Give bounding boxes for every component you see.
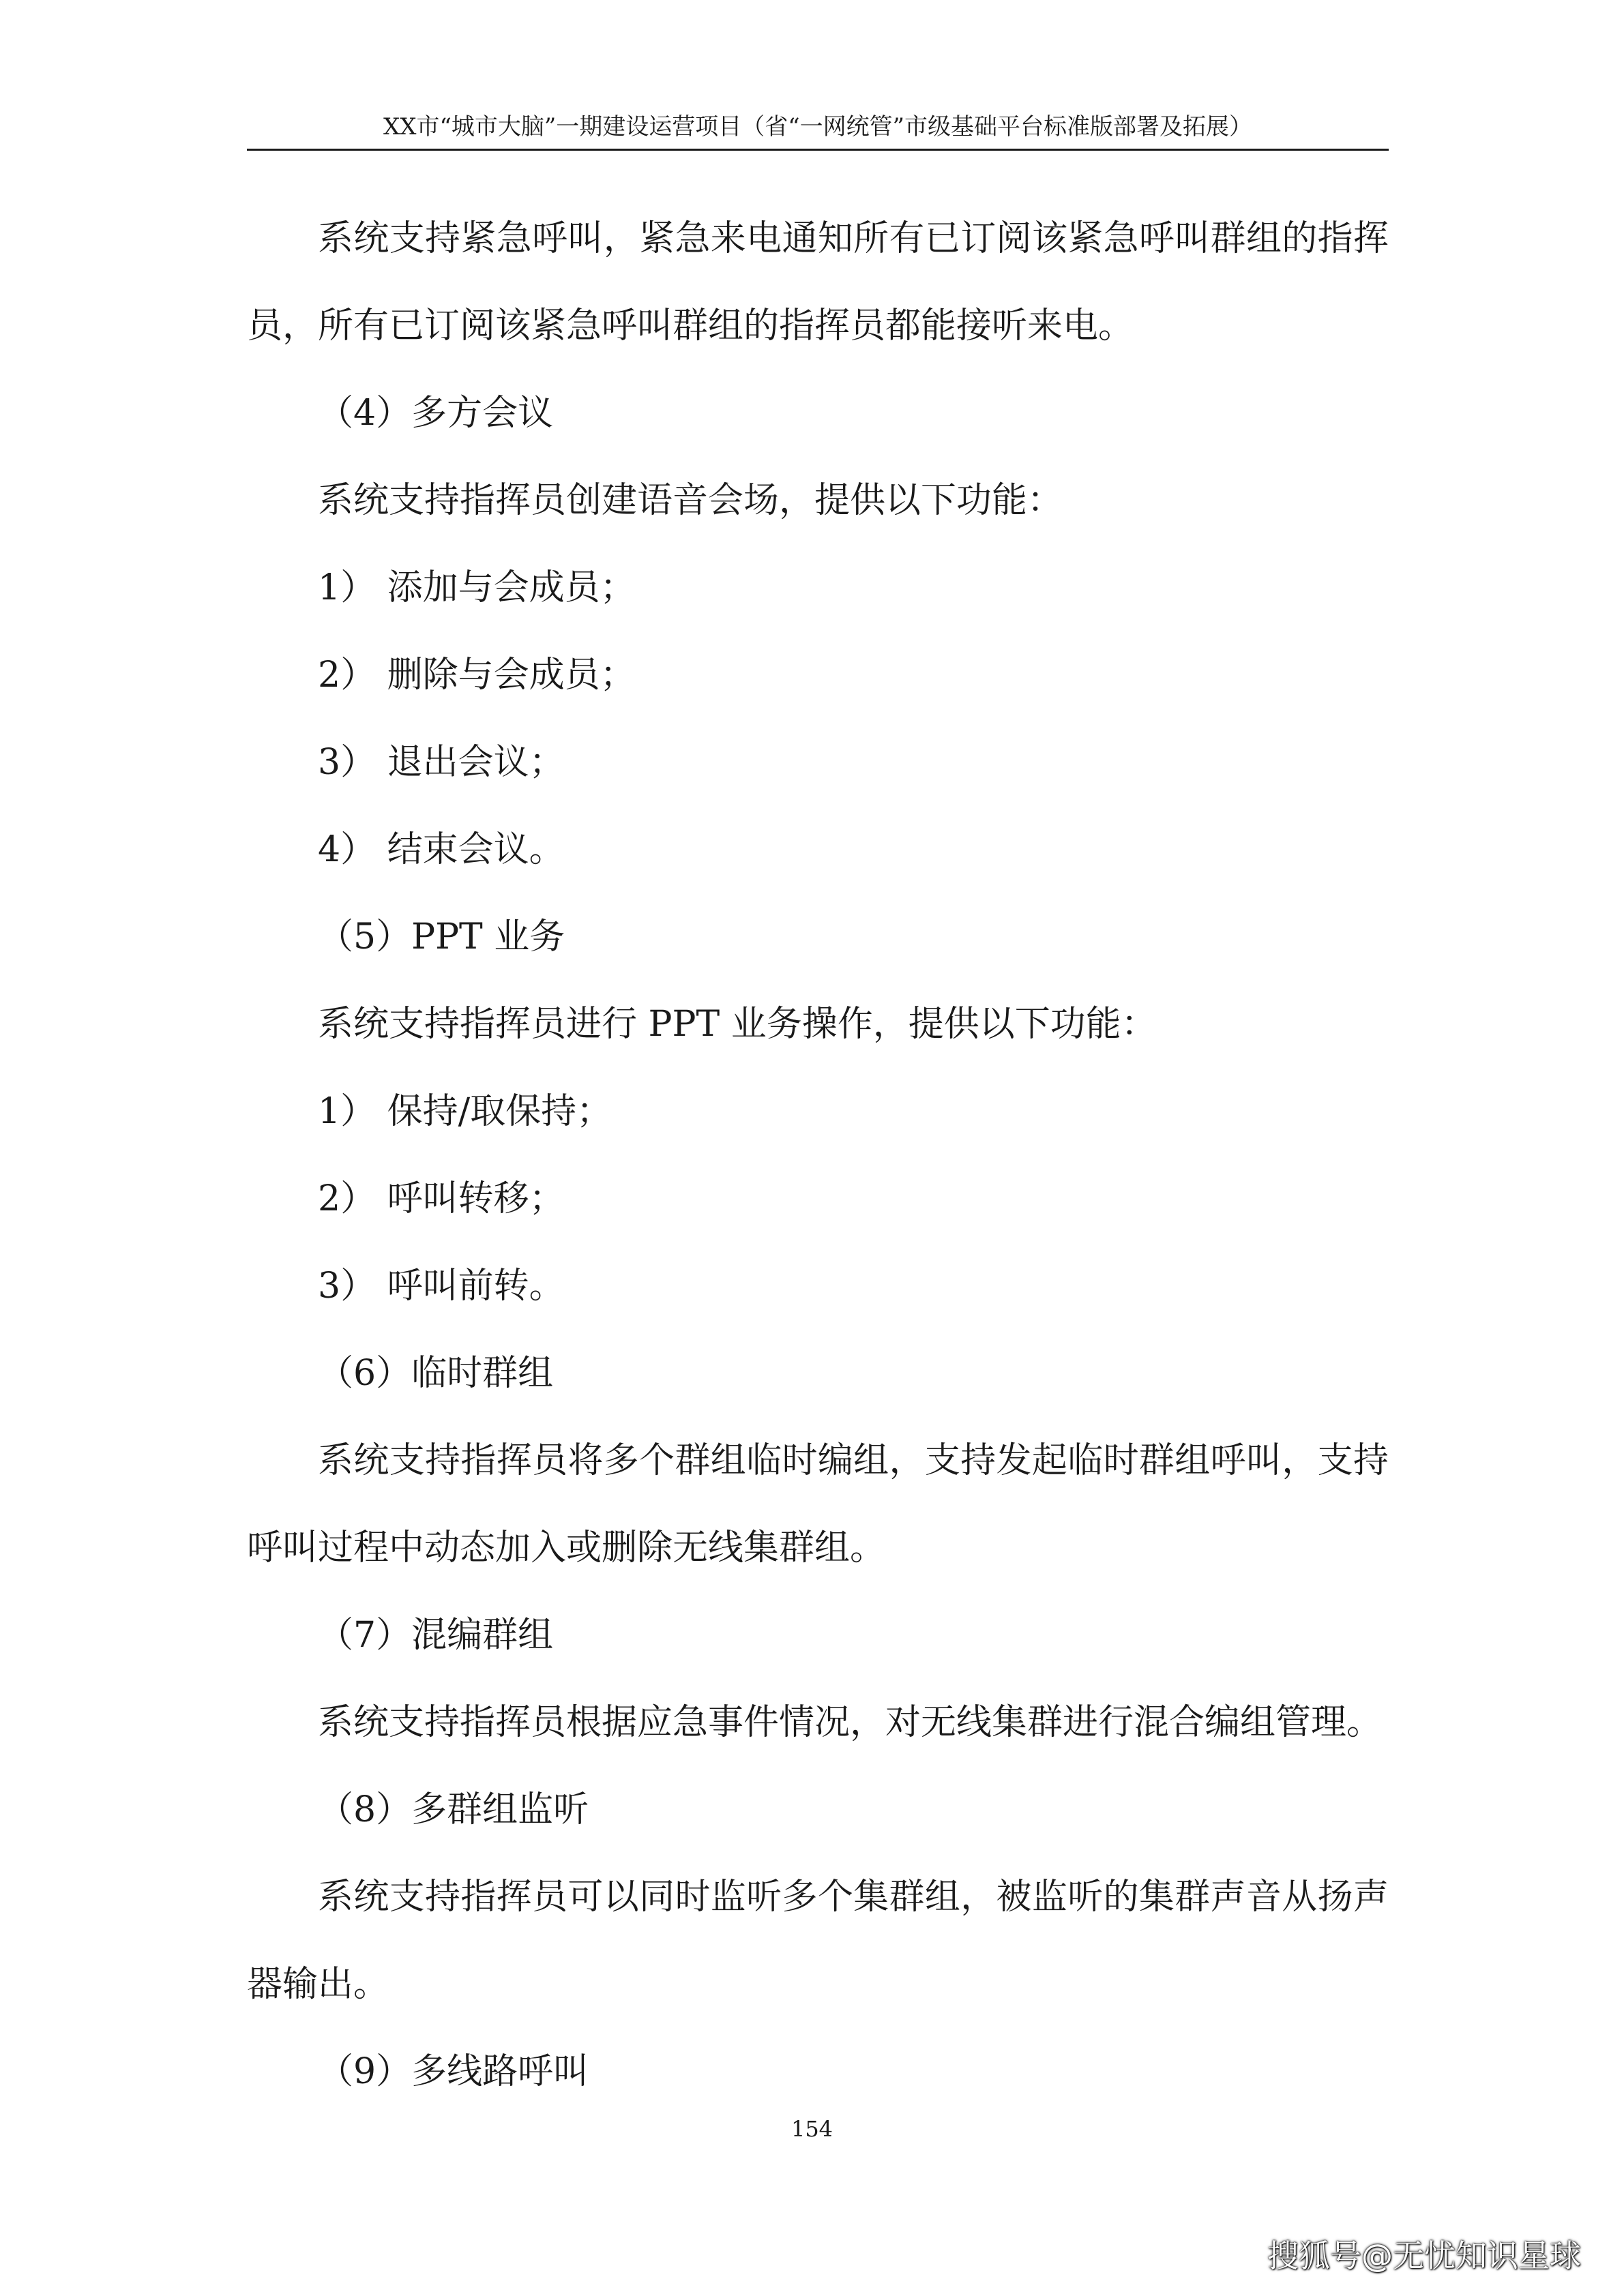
paragraph-line: 系统支持指挥员进行 PPT 业务操作，提供以下功能：	[318, 1004, 1157, 1045]
header-divider	[247, 149, 1389, 151]
paragraph-line: 呼叫过程中动态加入或删除无线集群组。	[247, 1527, 886, 1568]
running-header: XX市“城市大脑”一期建设运营项目（省“一网统管”市级基础平台标准版部署及拓展）	[383, 113, 1252, 140]
list-item: 2） 呼叫转移；	[318, 1178, 565, 1219]
list-item: 4） 结束会议。	[318, 829, 565, 870]
paragraph-line: 系统支持指挥员根据应急事件情况，对无线集群进行混合编组管理。	[318, 1702, 1383, 1743]
list-item: 1） 保持/取保持；	[318, 1091, 612, 1132]
list-item: 3） 呼叫前转。	[318, 1266, 565, 1307]
paragraph-line: 系统支持指挥员创建语音会场，提供以下功能：	[318, 480, 1063, 521]
paragraph-line: 系统支持指挥员可以同时监听多个集群组，被监听的集群声音从扬声	[318, 1877, 1389, 1918]
paragraph-line: 系统支持指挥员将多个群组临时编组，支持发起临时群组呼叫，支持	[318, 1440, 1389, 1481]
page-number: 154	[791, 2116, 833, 2142]
section-heading: （6）临时群组	[318, 1353, 554, 1394]
section-heading: （9）多线路呼叫	[318, 2051, 589, 2092]
section-heading: （5）PPT 业务	[318, 916, 565, 957]
section-heading: （4）多方会议	[318, 393, 554, 434]
list-item: 2） 删除与会成员；	[318, 655, 636, 696]
paragraph-line: 系统支持紧急呼叫，紧急来电通知所有已订阅该紧急呼叫群组的指挥	[318, 218, 1389, 259]
paragraph-line: 器输出。	[247, 1964, 389, 2005]
list-item: 3） 退出会议；	[318, 742, 565, 783]
paragraph-line: 员，所有已订阅该紧急呼叫群组的指挥员都能接听来电。	[247, 305, 1134, 346]
section-heading: （7）混编群组	[318, 1615, 554, 1656]
list-item: 1） 添加与会成员；	[318, 567, 636, 608]
section-heading: （8）多群组监听	[318, 1789, 589, 1830]
watermark: 搜狐号@无忧知识星球	[1267, 2237, 1581, 2274]
